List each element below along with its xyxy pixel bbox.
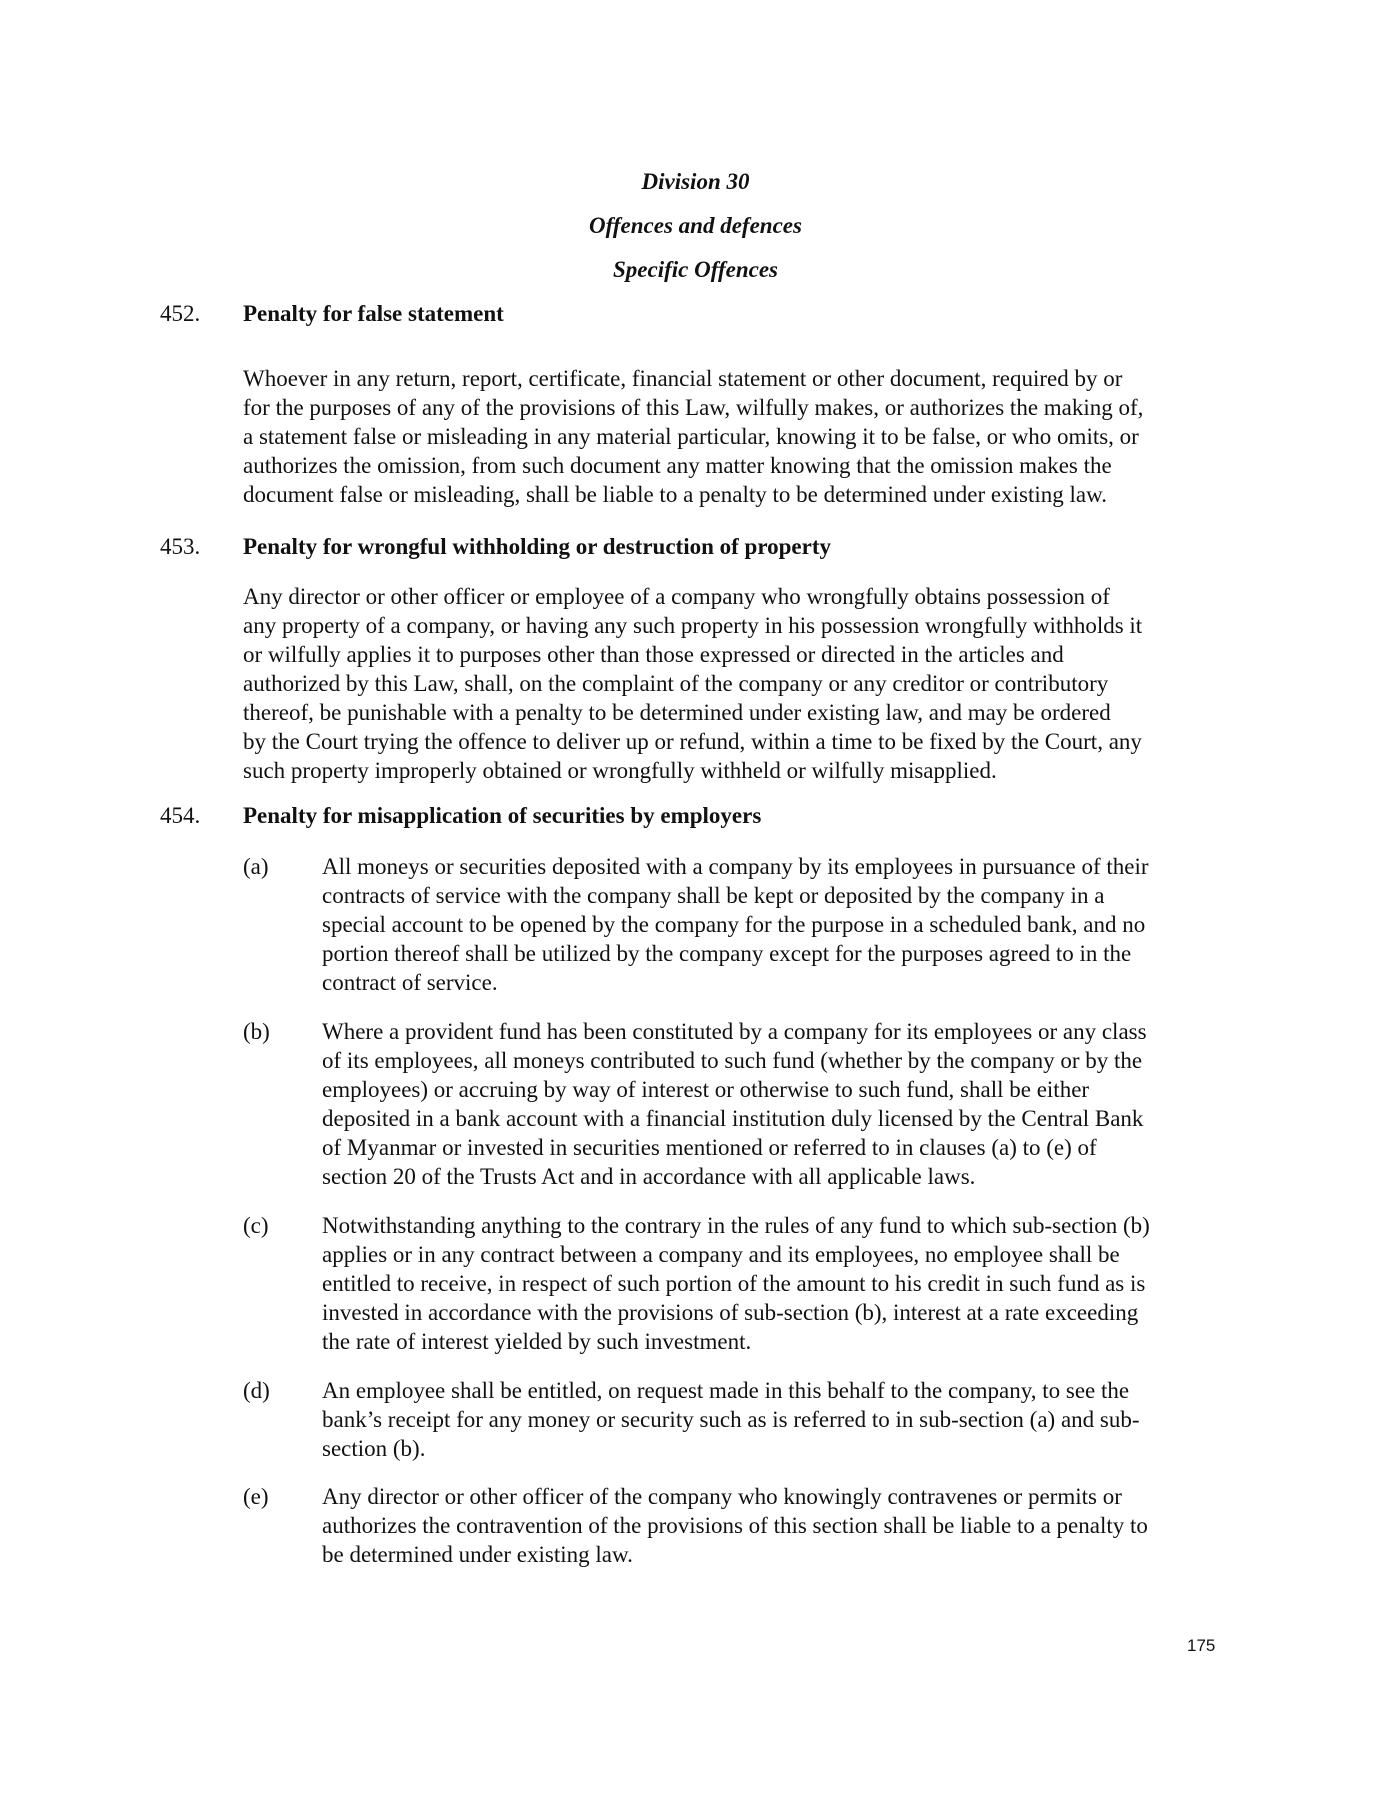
text-line: Where a provident fund has been constituted by a company for its employees or any class <box>322 1019 1147 1044</box>
text-line: authorized by this Law, shall, on the complaint of the company or any creditor or contributory <box>243 671 1109 696</box>
text-line: Notwithstanding anything to the contrary in the rules of any fund to which sub-section (b) <box>322 1213 1150 1238</box>
text-line: or wilfully applies it to purposes other than those expressed or directed in the articles and <box>243 642 1064 667</box>
item-body <box>322 1376 1232 1463</box>
text-line: entitled to receive, in respect of such portion of the amount to his credit in such fund as is <box>322 1271 1146 1296</box>
item-label: (c) <box>243 1213 269 1238</box>
text-line: contracts of service with the company shall be kept or deposited by the company in a <box>322 883 1105 908</box>
text-line: for the purposes of any of the provisions of this Law, wilfully makes, or authorizes the making of, <box>243 395 1144 420</box>
item-label: (a) <box>243 854 269 879</box>
item-body <box>322 1017 1232 1191</box>
item-body <box>322 852 1232 997</box>
text-line: section (b). <box>322 1436 426 1461</box>
item-label: (e) <box>243 1484 269 1509</box>
text-line: such property improperly obtained or wrongfully withheld or wilfully misapplied. <box>243 758 997 783</box>
section-title: Penalty for misapplication of securities by employers <box>243 803 762 828</box>
section-number: 452. <box>160 301 201 326</box>
subpart-heading: Specific Offences <box>613 257 778 282</box>
text-line: An employee shall be entitled, on request made in this behalf to the company, to see the <box>322 1378 1130 1403</box>
text-line: thereof, be punishable with a penalty to be determined under existing law, and may be ordered <box>243 700 1111 725</box>
text-line: Any director or other officer or employee of a company who wrongfully obtains possession of <box>243 584 1110 609</box>
item-body <box>322 1211 1232 1356</box>
section-title: Penalty for wrongful withholding or destruction of property <box>243 534 832 559</box>
text-line: Whoever in any return, report, certificate, financial statement or other document, required by or <box>243 366 1123 391</box>
item-label: (b) <box>243 1019 270 1044</box>
text-line: of its employees, all moneys contributed to such fund (whether by the company or by the <box>322 1048 1143 1073</box>
text-line: Any director or other officer of the company who knowingly contravenes or permits or <box>322 1484 1122 1509</box>
text-line: bank’s receipt for any money or security such as is referred to in sub-section (a) and sub- <box>322 1407 1140 1432</box>
text-line: applies or in any contract between a company and its employees, no employee shall be <box>322 1242 1120 1267</box>
text-line: any property of a company, or having any such property in his possession wrongfully withholds it <box>243 613 1143 638</box>
division-heading: Division 30 <box>641 169 750 194</box>
section-body <box>243 364 1233 509</box>
text-line: invested in accordance with the provisions of sub-section (b), interest at a rate exceeding <box>322 1300 1139 1325</box>
text-line: the rate of interest yielded by such investment. <box>322 1329 752 1354</box>
text-line: of Myanmar or invested in securities mentioned or referred to in clauses (a) to (e) of <box>322 1135 1097 1160</box>
text-line: section 20 of the Trusts Act and in accordance with all applicable laws. <box>322 1164 976 1189</box>
text-line: be determined under existing law. <box>322 1542 633 1567</box>
text-line: a statement false or misleading in any material particular, knowing it to be false, or who omits, or <box>243 424 1139 449</box>
text-line: deposited in a bank account with a financial institution duly licensed by the Central Bank <box>322 1106 1144 1131</box>
section-number: 453. <box>160 534 201 559</box>
page-number: 175 <box>1187 1636 1216 1655</box>
text-line: contract of service. <box>322 970 498 995</box>
item-label: (d) <box>243 1378 270 1403</box>
item-body <box>322 1482 1232 1569</box>
text-line: portion thereof shall be utilized by the company except for the purposes agreed to in the <box>322 941 1132 966</box>
text-line: All moneys or securities deposited with a company by its employees in pursuance of their <box>322 854 1149 879</box>
text-line: authorizes the contravention of the provisions of this section shall be liable to a penalty to <box>322 1513 1148 1538</box>
section-body <box>243 582 1233 785</box>
text-line: employees) or accruing by way of interest or otherwise to such fund, shall be either <box>322 1077 1090 1102</box>
text-line: by the Court trying the offence to deliver up or refund, within a time to be fixed by the Court, any <box>243 729 1142 754</box>
text-line: special account to be opened by the company for the purpose in a scheduled bank, and no <box>322 912 1146 937</box>
section-title: Penalty for false statement <box>243 301 504 326</box>
text-line: document false or misleading, shall be liable to a penalty to be determined under existing law. <box>243 482 1107 507</box>
text-line: authorizes the omission, from such document any matter knowing that the omission makes the <box>243 453 1112 478</box>
section-number: 454. <box>160 803 201 828</box>
part-heading: Offences and defences <box>589 213 802 238</box>
